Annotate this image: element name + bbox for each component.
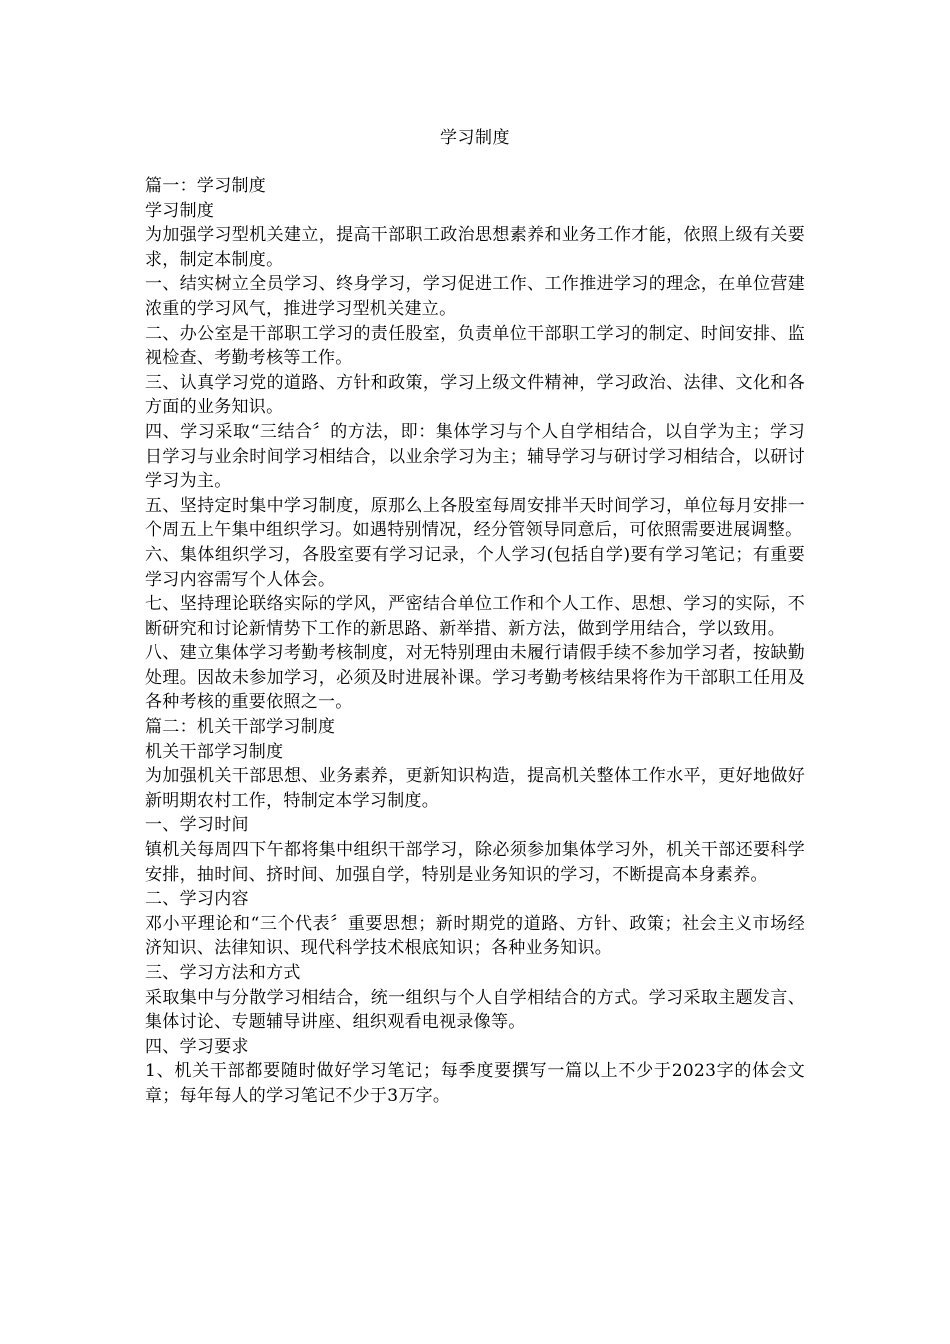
paragraph-intro: 为加强学习型机关建立，提高干部职工政治思想素养和业务工作才能，依照上级有关要求，制定本制度。: [145, 225, 805, 270]
paragraph-item-6: 六、集体组织学习，各股室要有学习记录，个人学习(包括自学)要有学习笔记；有重要学习内容需写个人体会。: [145, 544, 805, 590]
subtitle-cadre-study-system: 机关干部学习制度: [145, 741, 284, 762]
paragraph-item-5: 五、坚持定时集中学习制度，原那么上各股室每周安排半天时间学习，单位每月安排一个周五上午集中组织学习。如遇特别情况，经分管领导同意后，可依照需要进展调整。: [145, 495, 805, 541]
paragraph-item-4: 四、学习采取“三结合〞的方法，即：集体学习与个人自学相结合，以自学为主；学习日学习与业余时间学习相结合，以业余学习为主；辅导学习与研讨学习相结合，以研讨学习为主。: [145, 421, 805, 492]
document-title: 学习制度: [440, 128, 510, 148]
paragraph-study-method: 采取集中与分散学习相结合，统一组织与个人自学相结合的方式。学习采取主题发言、集体讨论、专题辅导讲座、组织观看电视录像等。: [145, 987, 805, 1033]
paragraph-requirement-1: 1、机关干部都要随时做好学习笔记；每季度要撰写一篇以上不少于2023字的体会文章；每年每人的学习笔记不少于3万字。: [145, 1061, 805, 1106]
paragraph-item-1: 一、结实树立全员学习、终身学习，学习促进工作、工作推进学习的理念，在单位营建浓重的学习风气，推进学习型机关建立。: [145, 274, 805, 319]
subtitle-study-system: 学习制度: [145, 200, 215, 221]
paragraph-item-7: 七、坚持理论联络实际的学风，严密结合单位工作和个人工作、思想、学习的实际，不断研究和讨论新情势下工作的新思路、新举措、新方法，做到学用结合，学以致用。: [145, 594, 805, 639]
section-heading-part-two: 篇二：机关干部学习制度: [145, 717, 336, 738]
heading-study-requirements: 四、学习要求: [145, 1036, 249, 1057]
heading-study-time: 一、学习时间: [145, 815, 249, 836]
paragraph-intro-2: 为加强机关干部思想、业务素养，更新知识构造，提高机关整体工作水平，更好地做好新明期农村工作，特制定本学习制度。: [145, 766, 805, 811]
heading-study-method: 三、学习方法和方式: [145, 963, 301, 983]
paragraph-item-2: 二、办公室是干部职工学习的责任股室，负责单位干部职工学习的制定、时间安排、监视检查、考勤考核等工作。: [145, 323, 805, 369]
section-heading-part-one: 篇一：学习制度: [145, 176, 267, 196]
document-body: [145, 174, 805, 1109]
paragraph-item-8: 八、建立集体学习考勤考核制度，对无特别理由未履行请假手续不参加学习者，按缺勤处理。因故未参加学习，必须及时进展补课。学习考勤考核结果将作为干部职工任用及各种考核的重要依照之一。: [145, 643, 805, 713]
paragraph-study-content: 邓小平理论和“三个代表〞重要思想；新时期党的道路、方针、政策；社会主义市场经济知识、法律知识、现代科学技术根底知识；各种业务知识。: [145, 913, 805, 959]
heading-study-content: 二、学习内容: [145, 889, 249, 910]
paragraph-study-time: 镇机关每周四下午都将集中组织干部学习，除必须参加集体学习外，机关干部还要科学安排，抽时间、挤时间、加强自学，特别是业务知识的学习，不断提高本身素养。: [145, 840, 805, 885]
paragraph-item-3: 三、认真学习党的道路、方针和政策，学习上级文件精神，学习政治、法律、文化和各方面的业务知识。: [145, 372, 805, 418]
